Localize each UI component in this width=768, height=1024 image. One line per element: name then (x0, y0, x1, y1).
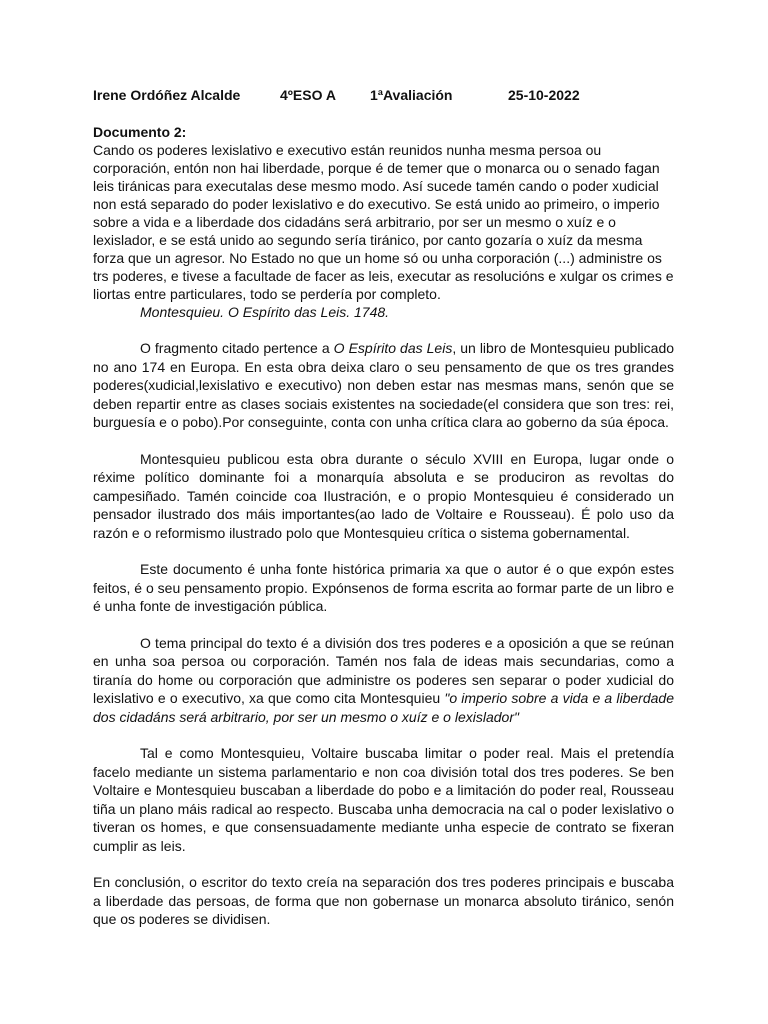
paragraph-6-conclusion: En conclusión, o escritor do texto creía na separación dos tres poderes principais e buscaba a liberdade das persoas, de forma que non gobernase un monarca absoluto tiránico, senón que os poderes se dividisen. (93, 874, 674, 927)
paragraph-4-text: O tema principal do texto é a división dos tres poderes e a oposición a que se reúnan en unha soa persoa ou corporación. Tamén nos fala de ideas mais secundarias, como a tiranía do home ou corporación que administre os poderes sen separar o poder xudicial do lexislativo e o executivo, xa que como cita Montesquieu (93, 634, 674, 706)
paragraph-3: Este documento é unha fonte histórica primaria xa que o autor é o que expón estes feitos, é o seu pensamento propio. Expónsenos de forma escrita ao formar parte de un libro e é unha fonte de investigación pública. (93, 561, 674, 614)
class-label: 4ºESO A (280, 87, 336, 103)
paragraph-2: Montesquieu publicou esta obra durante o século XVIII en Europa, lugar onde o réxime político dominante foi a monarquía absoluta e se produciron as revoltas do campesiñado. Tamén coincide coa Ilustración, e o propio Montesquieu é considerado un pensador ilustrado dos máis importantes(ao lado de Voltaire e Rousseau). É polo uso da razón e o reformismo ilustrado polo que Montesquieu crítica o sistema gobernamental. (93, 450, 674, 541)
paragraph-4 (93, 634, 674, 727)
paragraph-4-quote-italic: "o imperio sobre a vida e a liberdade dos cidadáns será arbitrario, por ser un mesmo o xuíz e o lexislador" (93, 690, 674, 725)
paragraph-1-text-b: , un libro de Montesquieu publicado no ano 174 en Europa. En esta obra deixa claro o seu pensamento de que os tres grandes poderes(xudicial,lexislativo e executivo) non deben estar nas mesmas mans, senón que se deben repartir entre as clases sociais existentes na sociedade(el considera que son tres: rei, burguesía e o pobo).Por conseguinte, conta con unha crítica clara ao goberno da súa época. (93, 340, 675, 430)
document-citation: Montesquieu. O Espírito das Leis. 1748. (140, 304, 390, 320)
document-title: Documento 2: (93, 124, 187, 140)
date-label: 25-10-2022 (508, 87, 580, 103)
student-name: Irene Ordóñez Alcalde (93, 87, 241, 103)
paragraph-1 (93, 339, 674, 432)
paragraph-1-text-a: O fragmento citado pertence a (140, 340, 334, 356)
header-row (93, 87, 674, 105)
evaluation-label: 1ªAvaliación (370, 87, 453, 103)
document-quote: Cando os poderes lexislativo e executivo están reunidos nunha mesma persoa ou corporación, entón non hai liberdade, porque é de temer que o monarca ou o senado fagan leis tiránicas para executalas dese mesmo modo. Así sucede tamén cando o poder xudicial non está separado do poder lexislativo e do executivo. Se está unido ao primeiro, o imperio sobre a vida e a liberdade dos cidadáns será arbitrario, por ser un mesmo o xuíz e o lexislador, e se está unido ao segundo sería tiránico, por canto gozaría o xuíz da mesma forza que un agresor. No Estado no que un home só ou unha corporación (...) administre os trs poderes, e tivese a facultade de facer as leis, executar as resolucións e xulgar os crimes e liortas entre particulares, todo se perdería por completo. (93, 142, 674, 302)
paragraph-5: Tal e como Montesquieu, Voltaire buscaba limitar o poder real. Mais el pretendía facelo mediante un sistema parlamentario e non coa división total dos tres poderes. Se ben Voltaire e Montesquieu buscaban a liberdade do pobo e a limitación do poder real, Rousseau tiña un plano máis radical ao respecto. Buscaba unha democracia na cal o poder lexislativo o tiveran os homes, e que consensuadamente mediante unha especie de contrato se fixeran cumplir as leis. (93, 745, 674, 854)
book-title-italic: O Espírito das Leis (333, 340, 453, 356)
